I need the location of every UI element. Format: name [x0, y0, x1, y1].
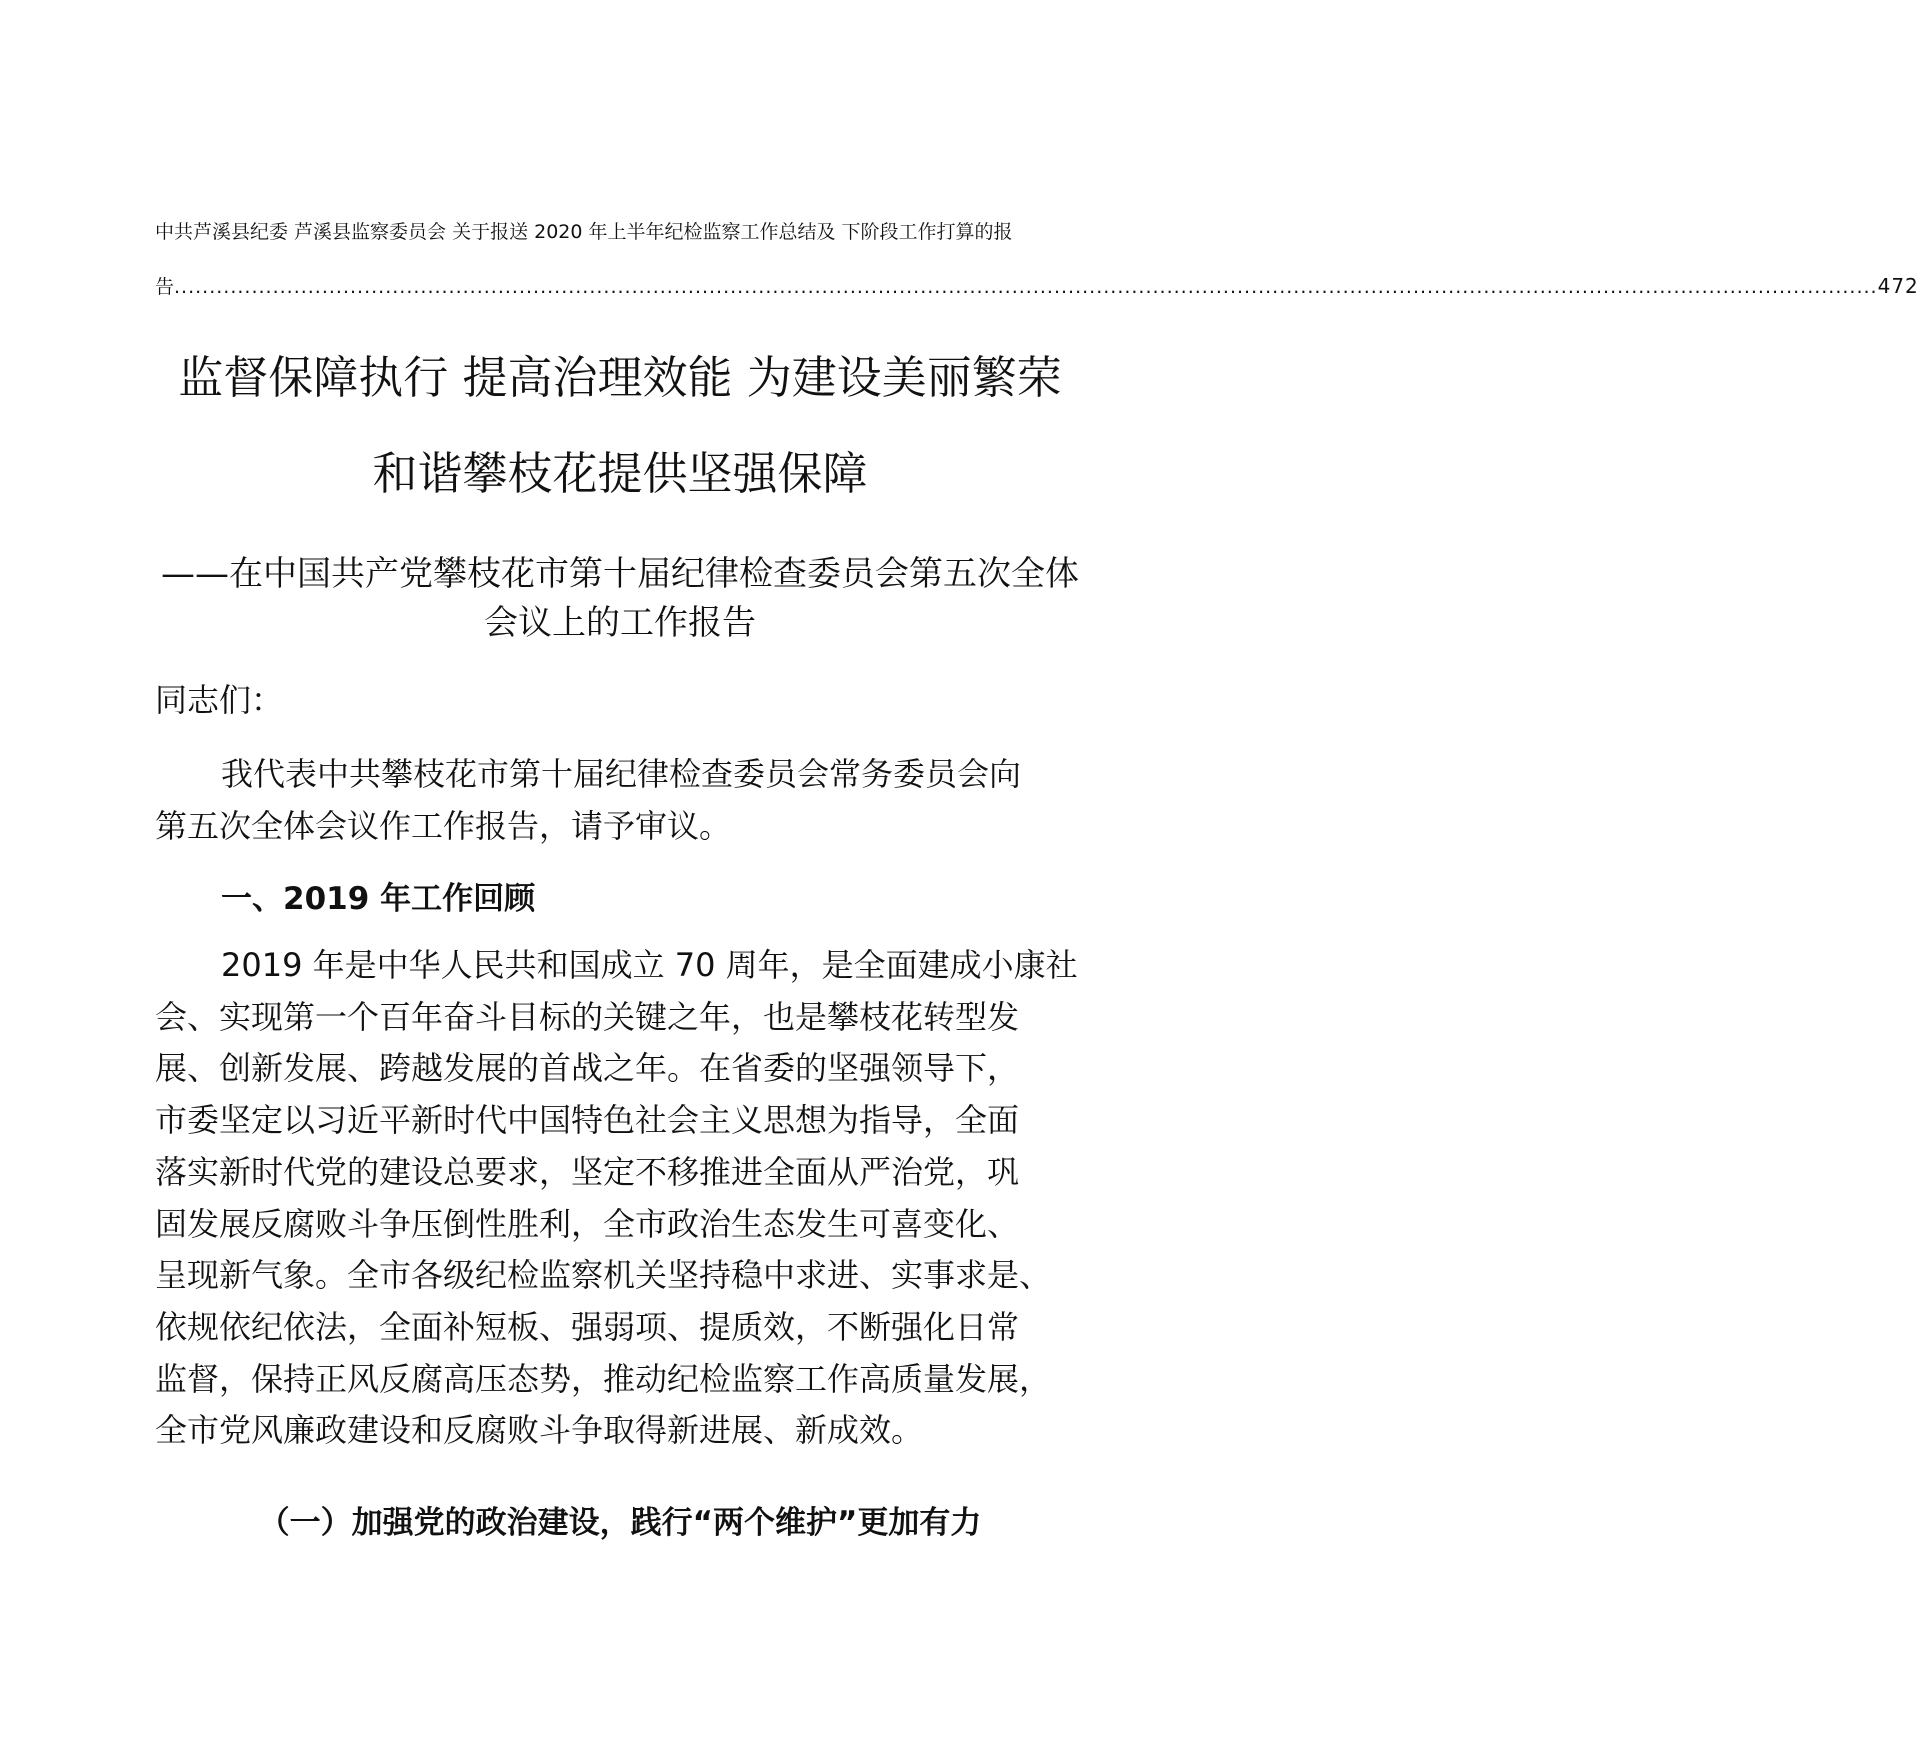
toc-entry-text: 中共芦溪县纪委 芦溪县监察委员会 关于报送 2020 年上半年纪检监察工作总结及 下阶段工作打算的报: [155, 221, 1013, 243]
intro-line-1: 我代表中共攀枝花市第十届纪律检查委员会常务委员会向: [221, 755, 1022, 793]
toc-leader-dots: ..................................................................................................................................................................................................................................................: [174, 276, 1878, 298]
toc-page-number: 472: [1877, 274, 1919, 298]
toc-entry-line: [155, 259, 1919, 314]
subsection-heading: （一）加强党的政治建设，践行“两个维护”更加有力: [258, 1505, 982, 1541]
toc-entry-text-end: 告: [155, 276, 175, 298]
paragraph-line: 全市党风廉政建设和反腐败斗争取得新进展、新成效。: [155, 1411, 924, 1450]
title-line-1: 监督保障执行 提高治理效能 为建设美丽繁荣: [178, 351, 1062, 404]
intro-paragraph: [155, 748, 1090, 852]
toc-entry[interactable]: [155, 205, 1919, 314]
title-line-2: 和谐攀枝花提供坚强保障: [372, 447, 868, 500]
paragraph-line: 监督，保持正风反腐高压态势，推动纪检监察工作高质量发展，: [155, 1359, 1052, 1398]
paragraph-line: 会、实现第一个百年奋斗目标的关键之年，也是攀枝花转型发: [155, 997, 1020, 1036]
section-heading: 一、2019 年工作回顾: [221, 881, 536, 917]
paragraph-line: 展、创新发展、跨越发展的首战之年。在省委的坚强领导下，: [155, 1049, 1020, 1088]
body-paragraph: [155, 940, 1090, 1457]
document-subtitle: [150, 550, 1090, 648]
paragraph-line: 市委坚定以习近平新时代中国特色社会主义思想为指导，全面: [155, 1101, 1020, 1140]
paragraph-line: 落实新时代党的建设总要求，坚定不移推进全面从严治党，巩: [155, 1152, 1020, 1191]
subtitle-line-2: 会议上的工作报告: [484, 603, 756, 643]
paragraph-line: 2019 年是中华人民共和国成立 70 周年，是全面建成小康社: [221, 946, 1078, 984]
intro-line-2: 第五次全体会议作工作报告，请予审议。: [155, 807, 732, 845]
salutation: 同志们：: [155, 681, 284, 719]
document-title: [120, 330, 1120, 522]
paragraph-line: 呈现新气象。全市各级纪检监察机关坚持稳中求进、实事求是、: [155, 1256, 1052, 1295]
paragraph-line: 固发展反腐败斗争压倒性胜利，全市政治生态发生可喜变化、: [155, 1204, 1020, 1243]
subtitle-line-1: ——在中国共产党攀枝花市第十届纪律检查委员会第五次全体: [161, 554, 1079, 594]
paragraph-line: 依规依纪依法，全面补短板、强弱项、提质效，不断强化日常: [155, 1307, 1020, 1346]
